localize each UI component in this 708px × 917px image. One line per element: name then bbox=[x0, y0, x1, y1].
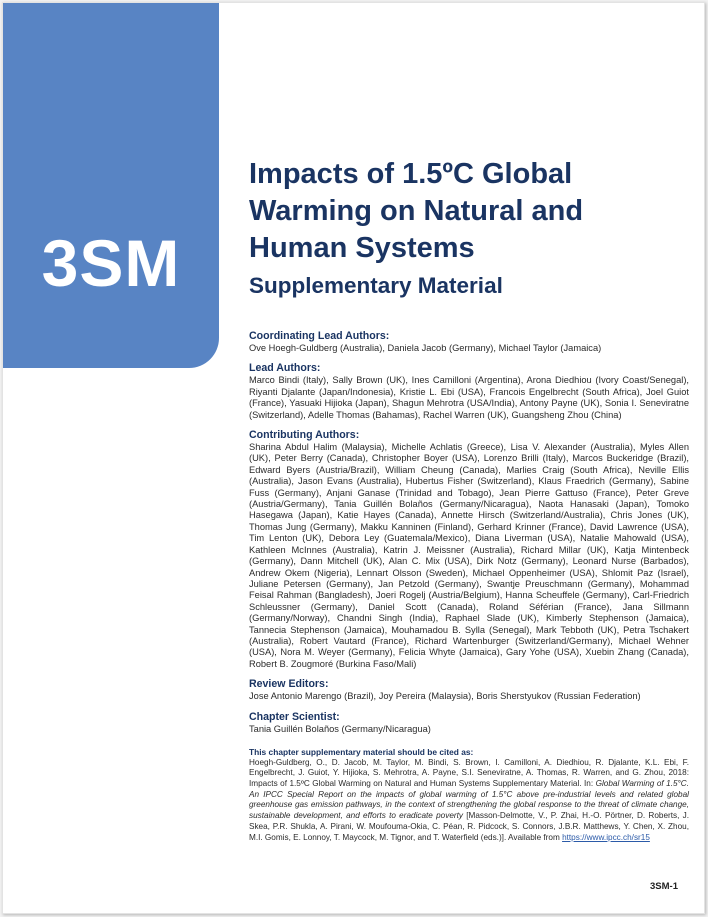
chapter-title: Impacts of 1.5ºC Global Warming on Natural and Human Systems bbox=[249, 158, 584, 264]
citation-report-title: Global Warming of 1.5°C. An IPCC Special Report on the impacts of global warming of 1.5°C above pre-industrial levels and related global greenhouse gas emission pathways, in the context of strengthening the global response to the threat of climate change, sustainable development, and efforts to eradicate poverty bbox=[249, 779, 689, 821]
section-heading: Lead Authors: bbox=[249, 362, 321, 375]
citation-editors: [Masson-Delmotte, V., P. Zhai, H.-O. Pörtner, D. Roberts, J. Skea, P.R. Shukla, A. Pirani, W. Moufouma-Okia, C. Péan, R. Pidcock, S. Connors, J.B.R. Matthews, Y. Chen, X. Zhou, M.I. Gomis, E. Lonnoy, T. Maycock, M. Tignor, and T. Waterfield (eds.)]. Available from bbox=[249, 811, 690, 842]
document-page bbox=[2, 2, 705, 914]
review-editors-section bbox=[249, 678, 689, 702]
section-text: Tania Guillén Bolaños (Germany/Nicaragua) bbox=[249, 723, 431, 734]
chapter-tab bbox=[3, 3, 219, 368]
citation-text: Hoegh-Guldberg, O., D. Jacob, M. Taylor, M. Bindi, S. Brown, I. Camilloni, A. Diedhiou, R. Djalante, K.L. Ebi, F. Engelbrecht, J. Guiot, Y. Hijioka, S. Mehrotra, A. Payne, S.I. Seneviratne, A. Thomas, R. Warren, and G. Zhou, 2018: Impacts of 1.5ºC Global Warming on Natural and Human Systems Supplementary Material. In: bbox=[249, 757, 689, 789]
coordinating-lead-authors-section bbox=[249, 330, 689, 354]
section-text: Jose Antonio Marengo (Brazil), Joy Pereira (Malaysia), Boris Sherstyukov (Russian Federation) bbox=[249, 691, 641, 702]
lead-authors-section bbox=[249, 362, 689, 421]
section-heading: Coordinating Lead Authors: bbox=[249, 330, 390, 342]
section-heading: Contributing Authors: bbox=[249, 429, 360, 442]
contributing-authors-section bbox=[249, 429, 689, 670]
author-list bbox=[249, 330, 689, 843]
chapter-scientist-section bbox=[249, 711, 689, 735]
page-number: 3SM-1 bbox=[650, 881, 678, 892]
citation-heading: This chapter supplementary material should be cited as: bbox=[249, 746, 474, 757]
section-text: Sharina Abdul Halim (Malaysia), Michelle Achlatis (Greece), Lisa V. Alexander (Australia), Myles Allen (UK), Peter Berry (Canada), Christopher Boyer (USA), Lorenzo Brilli (Italy), Marcos Buckeridge (Brazil), Edward Byers (Austria/Brazil), William Cheung (Canada), Marlies Craig (South Africa), Neville Ellis (Australia), Jason Evans (Australia), Hubertus Fisher (Switzerland), Klaus Fraedrich (Germany), Sabine Fuss (Germany), Anjani Ganase (Trinidad and Tobago), Jean Pierre Gattuso (France), Peter Greve (Austria/Germany), Tania Guillén Bolaños (Germany/Nicaragua), Naota Hanasaki (Japan), Tomoko Hasegawa (Japan), Katie Hayes (Canada), Annette Hirsch (Switzerland/Australia), Chris Jones (UK), Thomas Jung (Germany), Makku Kanninen (Finland), Gerhard Krinner (France), David Lawrence (USA), Tim Lenton (UK), Debora Ley (Guatemala/Mexico), Diana Liverman (USA), Natalie Mahowald (USA), Kathleen McInnes (Australia), Katrin J. Meissner (Australia), Richard Millar (UK), Katja Mintenbeck (Germany), Dann Mitchell (UK), Alan C. Mix (USA), Dirk Notz (Germany), Leonard Nurse (Barbados), Andrew Okem (Nigeria), Lennart Olsson (Sweden), Michael Oppenheimer (USA), Shlomit Paz (Israel), Juliane Petersen (Germany), Jan Petzold (Germany), Swantje Preuschmann (Germany), Mohammad Feisal Rahman (Bangladesh), Joeri Rogelj (Austria/Belgium), Hanna Scheuffele (Germany), Carl-Friedrich Schleussner (Germany), Daniel Scott (Canada), Roland Séférian (France), Jana Sillmann (Germany/Norway), Chandni Singh (India), Raphael Slade (UK), Kimberly Stephenson (Jamaica), Tannecia Stephenson (Jamaica), Mouhamadou B. Sylla (Senegal), Mark Tebboth (UK), Petra Tschakert (Australia), Robert Vautard (France), Richard Wartenburger (Switzerland/Germany), Michael Wehner (USA), Nora M. Weyer (Germany), Felicia Whyte (Jamaica), Gary Yohe (USA), Xuebin Zhang (Canada), Robert B. Zougmoré (Burkina Faso/Mali) bbox=[249, 442, 689, 669]
section-heading: Review Editors: bbox=[249, 678, 329, 691]
section-text: Ove Hoegh-Guldberg (Australia), Daniela Jacob (Germany), Michael Taylor (Jamaica) bbox=[249, 343, 602, 353]
chapter-number: 3SM bbox=[41, 226, 181, 300]
citation-link[interactable]: https://www.ipcc.ch/sr15 bbox=[562, 832, 650, 842]
section-heading: Chapter Scientist: bbox=[249, 710, 340, 723]
chapter-subtitle: Supplementary Material bbox=[249, 273, 503, 298]
section-text: Marco Bindi (Italy), Sally Brown (UK), Ines Camilloni (Argentina), Arona Diedhiou (Ivory Coast/Senegal), Riyanti Djalante (Japan/Indonesia), Kristie L. Ebi (USA), Francois Engelbrecht (South Africa), Joel Guiot (France), Yasuaki Hijioka (Japan), Shagun Mehrotra (USA/India), Antony Payne (UK), Sonia I. Seneviratne (Switzerland), Adelle Thomas (Bahamas), Rachel Warren (UK), Guangsheng Zhou (China) bbox=[249, 375, 689, 420]
citation-block bbox=[249, 747, 689, 843]
